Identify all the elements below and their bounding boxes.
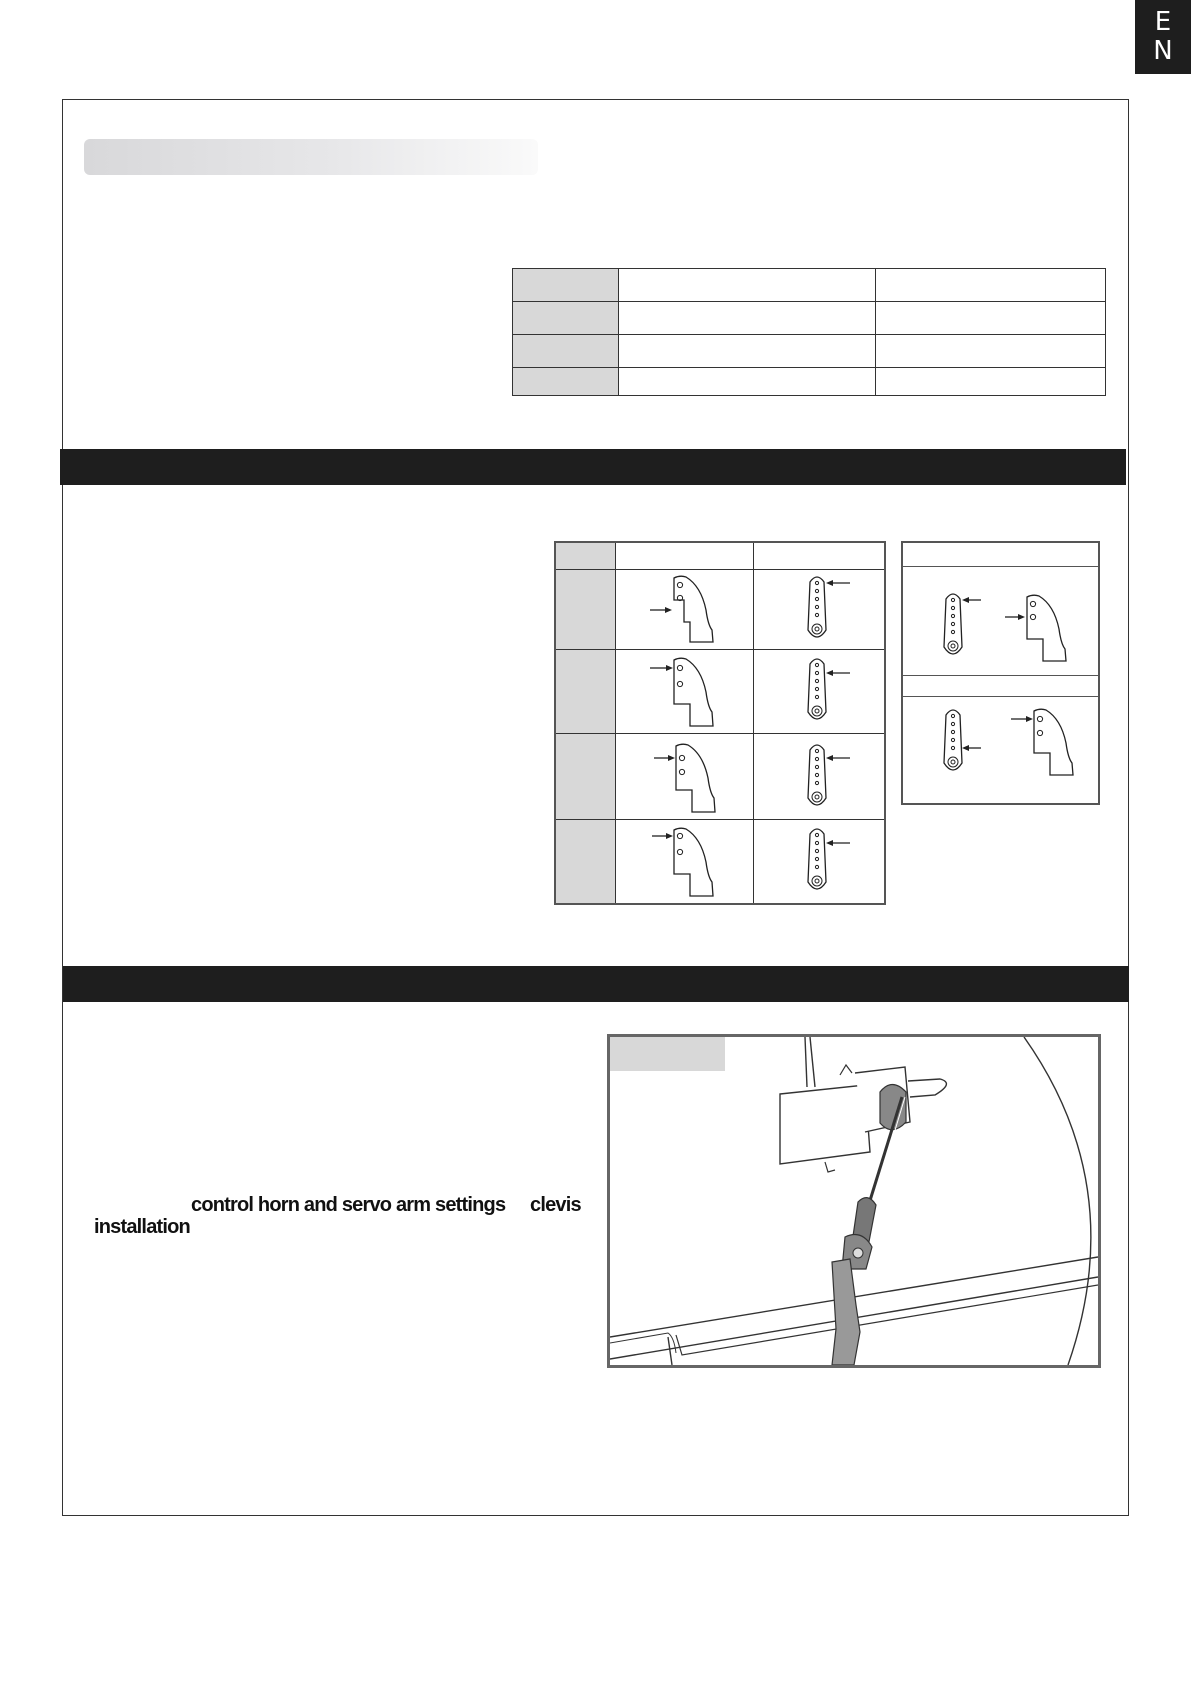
servo-arm-icon [754, 570, 884, 644]
servo-arm-icon [754, 734, 884, 814]
example-bottom-illustration [903, 697, 1098, 803]
table-row [555, 649, 885, 733]
settings-table [512, 268, 1106, 396]
horn-servo-example-box [901, 541, 1100, 805]
installation-ref: installation [94, 1216, 190, 1238]
control-horn-icon [616, 820, 753, 898]
servo-arm-icon [754, 650, 884, 728]
table-row [555, 733, 885, 819]
control-horn-icon [616, 650, 753, 728]
control-horn-icon [1027, 595, 1066, 661]
horn-servo-table [554, 541, 886, 905]
table-row [555, 819, 885, 904]
clevis-ref: clevis [530, 1194, 581, 1216]
control-horn-servo-arm-settings-ref: control horn and servo arm settings [191, 1194, 506, 1216]
section-header-bar-1 [60, 449, 1126, 485]
servo-arm-icon [944, 710, 962, 770]
control-horn-icon [616, 570, 753, 644]
section-header-bar-2 [63, 966, 1129, 1002]
table-row [513, 302, 1106, 335]
example-box-divider [903, 675, 1098, 697]
table-row [513, 368, 1106, 396]
example-top-illustration [903, 567, 1098, 677]
section-heading-bar [84, 139, 538, 175]
table-row [513, 269, 1106, 302]
clevis-installation-illustration [607, 1034, 1101, 1368]
servo-arm-icon [944, 594, 962, 654]
table-row [555, 542, 885, 569]
example-box-header [903, 543, 1098, 567]
instruction-text-line-2 [94, 1216, 190, 1239]
language-tab-letter-n: N [1153, 36, 1173, 66]
language-tab[interactable] [1135, 0, 1191, 74]
servo-linkage-drawing [610, 1037, 1098, 1365]
control-horn-icon [616, 734, 753, 814]
table-row [555, 569, 885, 649]
servo-arm-icon [754, 820, 884, 898]
control-horn-icon [1034, 709, 1073, 775]
language-tab-letter-e: E [1154, 7, 1172, 37]
table-row [513, 335, 1106, 368]
